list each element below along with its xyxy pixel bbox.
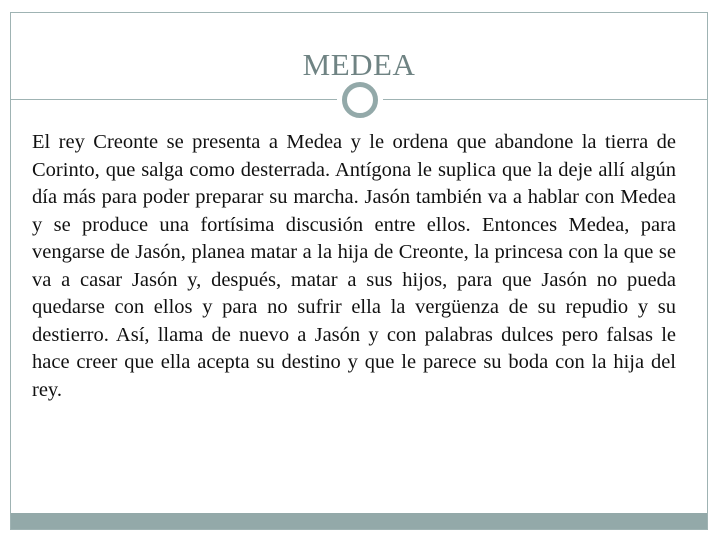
slide-title: MEDEA <box>302 47 416 82</box>
slide <box>10 12 708 530</box>
title-divider-right <box>383 99 708 100</box>
slide-body-text: El rey Creonte se presenta a Medea y le ordena que abandone la tierra de Corinto, que salga como desterrada. Antígona le suplica que la deje allí algún día más para poder preparar su marcha. Jasón también va a hablar con Medea y se produce una fortísima discusión entre ellos. Entonces Medea, para vengarse de Jasón, planea matar a la hija de Creonte, la princesa con la que se va a casar Jasón y, después, matar a sus hijos, para que Jasón no pueda quedarse con ellos y para no sufrir ella la vergüenza de su repudio y su destierro. Así, llama de nuevo a Jasón y con palabras dulces pero falsas le hace creer que ella acepta su destino y que le parece su boda con la hija del rey. <box>32 131 676 401</box>
footer-bar <box>11 513 707 529</box>
title-divider-left <box>11 99 337 100</box>
circle-ornament-icon <box>342 82 378 118</box>
